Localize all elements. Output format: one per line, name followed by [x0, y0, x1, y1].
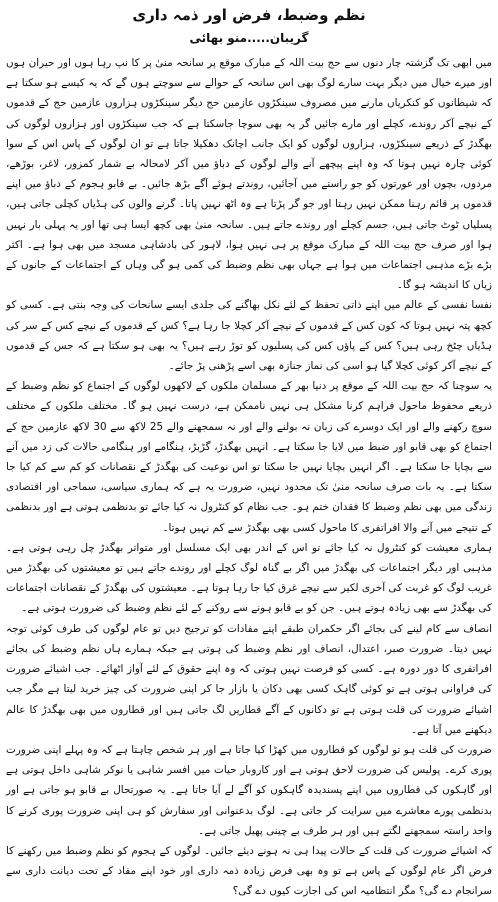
article-paragraph: ہماری معیشت کو کنٹرول نہ کیا جائے تو اس کے اندر بھی ایک مسلسل اور متواتر بھگدڑ چل رہی ہوتی ہے۔ مذہبی اور دیگر اجتماعات کی بھگدڑ میں اگر بے گناہ لوگ کچلے اور روندے جاتے ہیں تو معیشتوں کی بھگدڑ میں غریب لوگ کو غربت کی آخری لکیر سے نیچے غرق کیا جا رہا ہوتا ہے۔ معیشتوں کی بھگدڑ کے نقصانات اجتماعات کی بھگدڑ سے بھی زیادہ ہوتے ہیں۔ جن کو بے قابو ہونے سے روکنے کے لئے نظم وضبط کی ضرورت ہوتی ہے۔: [6, 541, 492, 615]
article-paragraph: انصاف سے کام لینے کی بجائے اگر حکمران طبقے اپنے مفادات کو ترجیح دیں تو عام لوگوں کی طرف کوئی توجہ نہیں دیتا۔ ضرورت صبر، اعتدال، انصاف اور نظم وضبط کی ہوتی ہے جبکہ ہمارے ہاں نظم وضبط کی بجائے افراتفری کا دور دورہ ہے۔ کسی کو فرصت نہیں ہوتی کہ وہ اپنے حقوق کے لئے آواز اٹھائے۔ جب اشیائے ضرورت کی فراوانی ہوتی ہے تو کوئی گاہک کسی بھی دکان یا بازار جا کر اپنی ضرورت کی چیز خرید لیتا ہے مگر جب اشیائے ضرورت کی قلت ہوتی ہے تو دکانوں کے آگے قطاریں لگ جاتی ہیں اور قطاروں میں بھی بھگدڑ کا عالم دیکھنے میں آتا ہے۔: [6, 622, 492, 736]
article-byline: گریبان.....منو بھائی: [189, 31, 309, 45]
article-paragraph: ضرورت کی قلت ہو تو لوگوں کو قطاروں میں کھڑا کیا جاتا ہے اور ہر شخص چاہتا ہے کہ وہ پہلے اپنی ضرورت پوری کرے۔ پولیس کی ضرورت لاحق ہوتی ہے اور کاروبار حیات میں افسر شاہی یا نوکر شاہی داخل ہوتی ہے اور گاہکوں کی قطاروں میں اپنے پسندیدہ گاہکوں کو آگے لے آیا جاتا ہے۔ یہ صورتحال بے قابو ہو جاتی ہے اور بدنظمی پورے معاشرے میں سرایت کر جاتی ہے۔ لوگ بدعنوانی اور سفارش کو ہی اپنی ضرورت پوری کرنے کا واحد راستہ سمجھنے لگتے ہیں اور ہر طرف بے چینی پھیل جاتی ہے۔: [6, 743, 492, 837]
article-paragraph: کہ اشیائے ضرورت کی قلت کے حالات پیدا ہی نہ ہونے دیئے جائیں۔ لوگوں کے ہجوم کو نظم وضبط میں رکھنے کا فرض اگر عام لوگوں کے پاس ہے تو وہ بھی فرض زیادہ ذمہ داری اور خود اپنے مفاد کے تحت دیانت داری سے سرانجام دے گی؟ مگر انتظامیہ اس کی اجازت کیوں دے گی؟: [6, 844, 492, 898]
article-paragraph: نفسا نفسی کے عالم میں اپنے ذاتی تحفظ کے لئے نکل بھاگنے کی جلدی ایسے سانحات کی وجہ بنتی ہے۔ کسی کو کچھ پتہ نہیں ہوتا کہ کون کس کے قدموں کے نیچے آکر کچلا جا رہا ہے؟ کس کے قدموں کے نیچے کس کے سر کی ہڈیاں چٹخ رہی ہیں؟ کس کے پاؤں کس کی پسلیوں کو توڑ رہے ہیں؟ یہ بھی ہو سکتا ہے کہ جس کے قدموں کے نیچے آکر کوئی کچلا گیا ہو اسی کی نماز جنازہ بھی اسے پڑھنی پڑ جائے۔: [6, 299, 492, 373]
article-paragraph: یہ سوچنا کہ حج بیت اللہ کے موقع پر دنیا بھر کے مسلمان ملکوں کے لاکھوں لوگوں کے اجتماع کو نظم وضبط کے ذریعے محفوظ ماحول فراہم کرنا مشکل ہی نہیں ناممکن ہے، درست نہیں ہو گا۔ مختلف ملکوں کے مختلف سوچ رکھنے والے اور ایک دوسرے کی زبان نہ بولنے والے اور نہ سمجھنے والے 25 لاکھ سے 30 لاکھ عازمین حج کے اجتماع کو بھی قابو اور ضبط میں لایا جا سکتا ہے۔ انہیں بھگدڑ، گڑبڑ، ہنگامے اور ہنگامی حالات کی زد میں آنے سے بچایا جا سکتا ہے۔ اگر انہیں بچایا نہیں جا سکتا تو اس نوعیت کی بھگدڑ کے نقصانات کو کم سے کم کیا جا سکتا ہے۔ یہ بات صرف سانحہ منیٰ تک محدود نہیں، ضرورت یہ ہے کہ ہماری سیاسی، سماجی اور اقتصادی زندگی میں بھی نظم وضبط کا فقدان ختم ہو۔ جب نظام کو کنٹرول نہ کیا جائے تو بدنظمی ہوتی ہے اور بدنظمی کے نتیجے میں آنے والا افراتفری کا ماحول کسی بھی بھگدڑ سے کم نہیں ہوتا۔: [6, 380, 492, 534]
article-paragraph: میں ابھی تک گزشتہ چار دنوں سے حج بیت اللہ کے مبارک موقع پر سانحہ منیٰ پر کا نپ رہا ہوں اور حیران ہوں اور میرے خیال میں دیگر بہت سارے لوگ بھی اس سانحہ کے حوالے سے سوچتے ہوں گے کہ یہ کیسے ہو سکتا ہے کہ شیطانوں کو کنکریاں مارنے میں مصروف سینکڑوں عازمین حج دیگر سینکڑوں ہزاروں عازمین حج کے قدموں کے نیچے آکر روندے، کچلے اور مارے جائیں گر یہ بھی سوچا جاسکتا ہے کہ جب سینکڑوں اور ہزاروں لوگوں کی بھگدڑ کے ذریعے سینکڑوں، ہزاروں لوگوں کو ایک جانب اچانک دھکیلا جاتا ہے تو ان لوگوں کے پاس اس کے سوا کوئی چارہ نہیں ہوتا کہ وہ اپنے پیچھے آنے والے لوگوں کے دباؤ میں آکر لامحالہ بے شمار کمزور، لاغر، بوڑھے، مردوں، بچوں اور عورتوں کو جو راستے میں آجائیں، روندتے ہوئے آگے بڑھ جائیں۔ بے قابو ہجوم کے دباؤ میں اپنے قدموں پر قائم رہنا ممکن نہیں رہتا اور جو گر پڑتا ہے وہ اٹھ نہیں پاتا۔ گرنے والوں کی ہڈیاں کچلی جاتی ہیں، پسلیاں ٹوٹ جاتی ہیں، جسم کچلے اور روندے جاتے ہیں۔ سانحہ منیٰ بھی کچھ ایسا ہی تھا اور یہ پہلی بار نہیں ہوا اور صرف حج بیت اللہ کے مبارک موقع پر ہی نہیں ہوا، لاہور کی بادشاہی مسجد میں بھی ہوا ہے۔ اکثر بڑے بڑے مذہبی اجتماعات میں ہوا ہے جہاں بھی نظم وضبط کی کمی ہو گی وہاں کے اجتماعات کے جانوں کے زیاں کا اندیشہ ہو گا۔: [6, 57, 492, 292]
article-title: نظم وضبط، فرض اور ذمہ داری: [132, 6, 366, 24]
